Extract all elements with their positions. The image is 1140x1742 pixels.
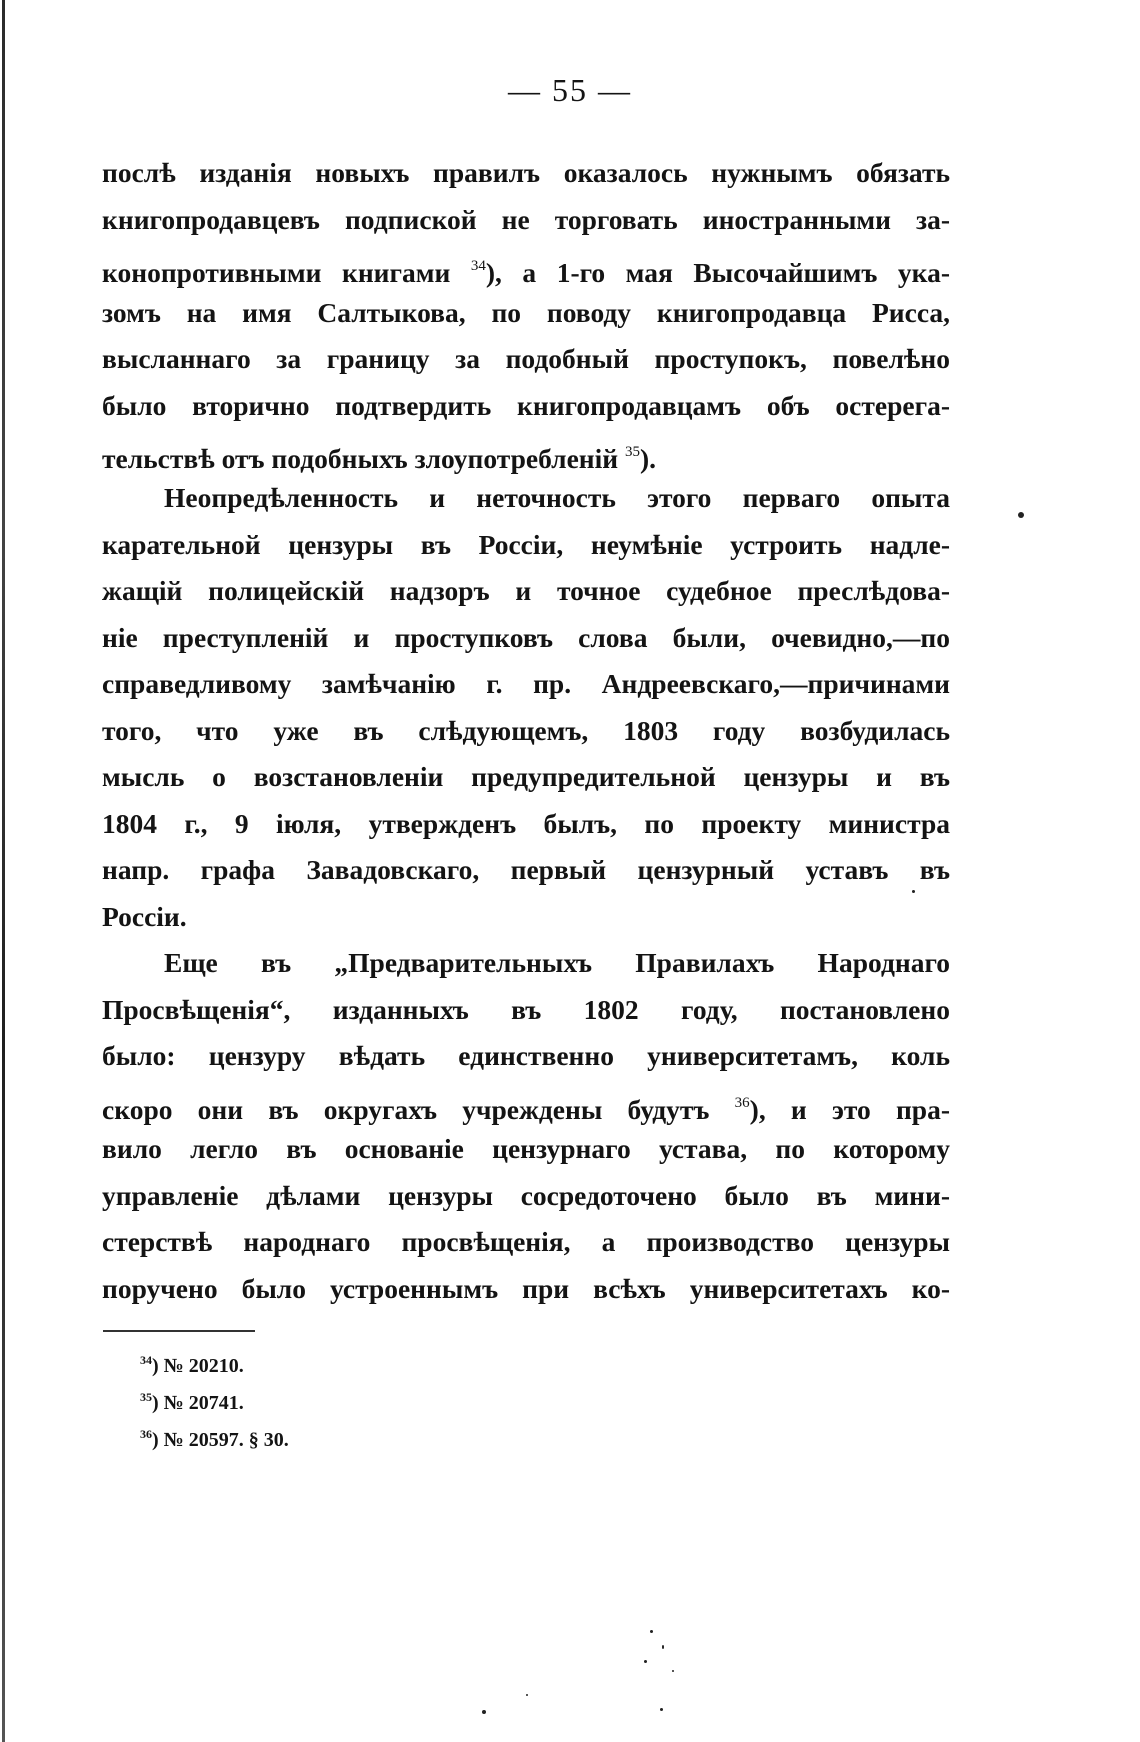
page-number: — 55 — <box>508 72 632 108</box>
scan-speck <box>672 1670 674 1672</box>
paragraph-2 <box>102 475 950 940</box>
text-line: ніе преступленій и проступковъ слова были, очевидно,—по <box>102 621 950 653</box>
scan-speck <box>1018 512 1024 518</box>
footnote: $^{36}$) № 20597. § 30. <box>140 1427 289 1451</box>
scan-edge-shadow <box>2 0 5 1742</box>
paragraph-1 <box>102 150 950 476</box>
footnote-divider <box>103 1330 255 1332</box>
text-line: Еще въ „Предварительныхъ Правилахъ Народнаго <box>164 947 950 978</box>
footnote: $^{34}$) № 20210. <box>140 1353 244 1377</box>
text-line: 1804 г., 9 іюля, утвержденъ былъ, по проекту министра <box>102 807 950 839</box>
scan-speck <box>662 1645 664 1649</box>
text-line: тельствѣ отъ подобныхъ злоупотребленій $^{35}$). <box>102 443 657 474</box>
text-line: книгопродавцевъ подпиской не торговать иностранными за- <box>102 203 950 235</box>
text-line: справедливому замѣчанію г. пр. Андреевскаго,—причинами <box>102 668 950 699</box>
text-line: высланнаго за границу за подобный проступокъ, повелѣно <box>102 343 950 374</box>
text-line: зомъ на имя Салтыкова, по поводу книгопродавца Рисса, <box>102 296 950 328</box>
scan-speck <box>650 1630 653 1633</box>
footnote-ref: 36 <box>734 1094 750 1111</box>
text-line: Просвѣщенія“, изданныхъ въ 1802 году, постановлено <box>102 993 950 1025</box>
paragraph-3 <box>102 940 950 1312</box>
text-line: вило легло въ основаніе цензурнаго устава, по которому <box>102 1133 950 1164</box>
scan-speck <box>660 1708 663 1711</box>
text-line: стерствѣ народнаго просвѣщенія, а производство цензуры <box>102 1226 950 1257</box>
footnote-mark: 35 <box>140 1390 152 1404</box>
text-line: скоро они въ округахъ учреждены будутъ $^{36}$), и это пра- <box>102 1093 950 1125</box>
footnote-mark: 36 <box>140 1427 152 1441</box>
text-line: мысль о возстановленіи предупредительной цензуры и въ <box>102 761 950 792</box>
scan-speck <box>912 890 915 893</box>
footnote-ref: 35 <box>624 444 640 460</box>
text-line: конопротивными книгами $^{34}$), а 1-го мая Высочайшимъ ука- <box>102 257 950 288</box>
text-line: поручено было устроеннымъ при всѣхъ университетахъ ко- <box>102 1272 950 1304</box>
text-line: послѣ изданія новыхъ правилъ оказалось нужнымъ обязать <box>102 157 950 188</box>
text-line: карательной цензуры въ Россіи, неумѣніе устроить надле- <box>102 528 950 560</box>
footnote-ref: 34 <box>470 258 486 274</box>
text-line: было: цензуру вѣдать единственно университетамъ, коль <box>102 1040 950 1071</box>
text-line: управленіе дѣлами цензуры сосредоточено было въ мини- <box>102 1179 950 1211</box>
footnote: $^{35}$) № 20741. <box>140 1390 244 1414</box>
text-line: Неопредѣленность и неточность этого перваго опыта <box>164 482 950 513</box>
scan-speck <box>526 1694 528 1696</box>
scan-speck <box>644 1660 647 1663</box>
text-line: того, что уже въ слѣдующемъ, 1803 году возбудилась <box>102 714 950 746</box>
text-line: напр. графа Завадовскаго, первый цензурный уставъ въ <box>102 854 950 885</box>
footnotes <box>140 1345 289 1456</box>
text-line: жащій полицейскій надзоръ и точное судебное преслѣдова- <box>102 575 950 606</box>
text-line: Россіи. <box>102 900 187 932</box>
scan-speck <box>482 1710 486 1714</box>
text-line: было вторично подтвердить книгопродавцамъ объ остерега- <box>102 389 950 421</box>
footnote-mark: 34 <box>140 1353 152 1367</box>
